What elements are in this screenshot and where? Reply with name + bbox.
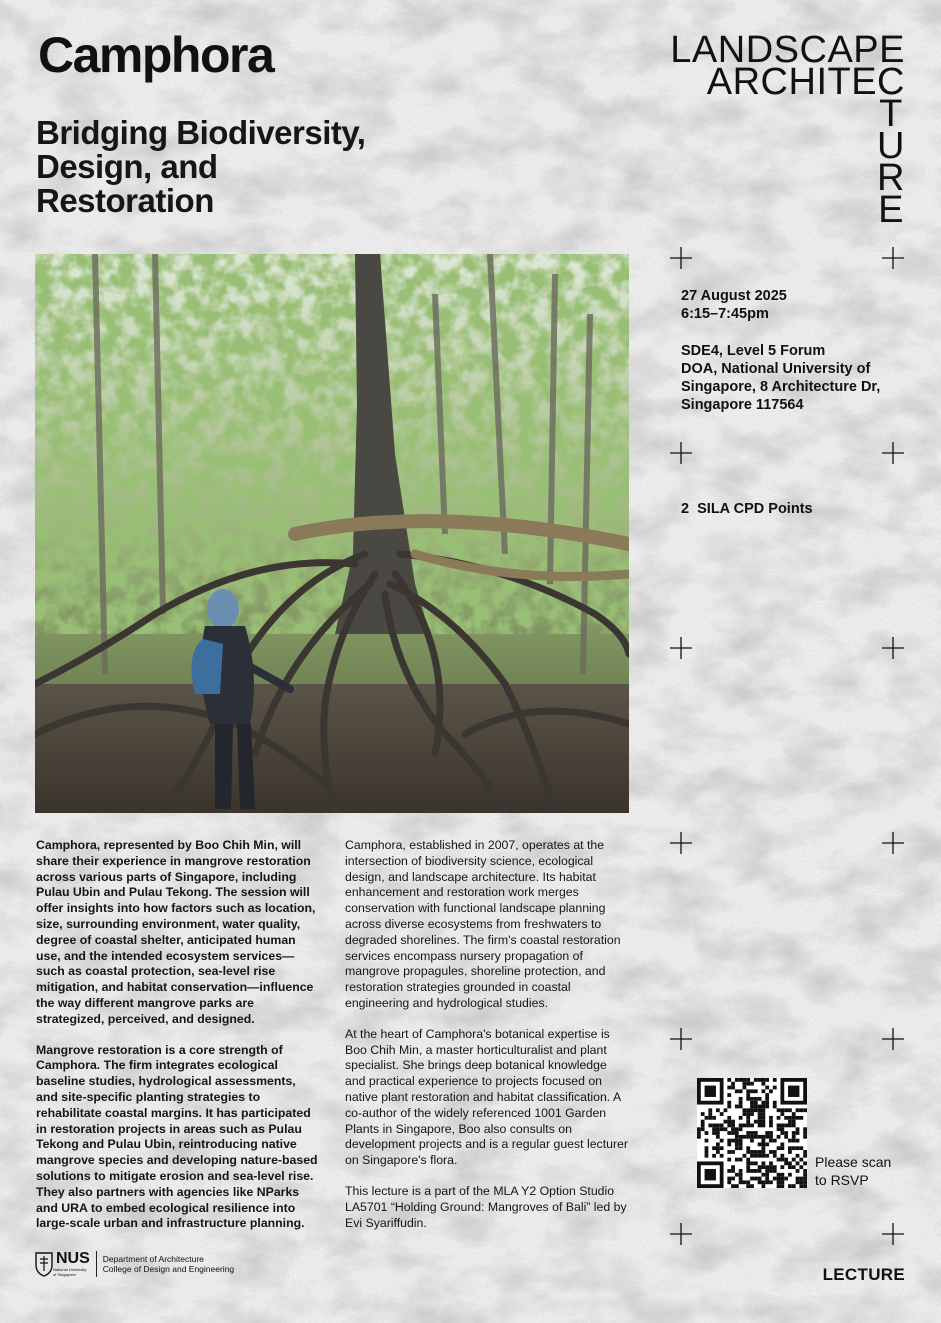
crosshair-icon xyxy=(882,637,904,659)
wordmark-line: ARCHITEC xyxy=(706,61,905,103)
paragraph: Camphora, established in 2007, operates at the intersection of biodiversity science, ecological design, and landscape architecture. Its habitat enhancement and restoration work merges conservation with functional landscape planning across diverse ecosystems from freshwaters to degraded shorelines. The firm's coastal restoration services encompass nursery propagation of mangrove propagules, shoreline protection, and restoration strategies grounded in coastal engineering and hydrological studies. xyxy=(345,838,621,1010)
rsvp-caption-line: to RSVP xyxy=(815,1172,869,1188)
venue-line: Singapore 117564 xyxy=(681,397,804,413)
crosshair-icon xyxy=(670,1223,692,1245)
subtitle-line: Design, and xyxy=(36,147,218,185)
rsvp-qr-code[interactable] xyxy=(697,1078,807,1188)
wordmark-letter: E xyxy=(878,189,904,231)
logo-divider xyxy=(96,1251,97,1277)
wordmark-vertical xyxy=(670,93,905,231)
dept-line: Department of Architecture xyxy=(102,1253,204,1264)
event-time: 6:15–7:45pm xyxy=(681,306,769,322)
event-datetime xyxy=(681,287,787,323)
nus-logo xyxy=(35,1251,234,1277)
crosshair-icon xyxy=(882,1028,904,1050)
dept-line: College of Design and Engineering xyxy=(102,1264,235,1274)
wordmark-letter: R xyxy=(877,157,905,199)
paragraph: At the heart of Camphora's botanical expertise is Boo Chih Min, a master horticulturalist and plant specialist. She brings deep botanical knowledge and practical experience to projects focused on native plant restoration and habitat classification. A co-author of the widely referenced 1001 Garden Plants in Singapore, Boo also consults on development projects and is a regular guest lecturer on Singapore's flora. xyxy=(345,1026,628,1168)
nus-wordmark: NUS xyxy=(56,1250,90,1267)
venue-line: DOA, National University of xyxy=(681,361,871,377)
wordmark-line: LANDSCAPE xyxy=(670,29,905,71)
nus-small-line: of Singapore xyxy=(53,1272,76,1277)
venue-line: Singapore, 8 Architecture Dr, xyxy=(681,379,881,395)
paragraph: Camphora, represented by Boo Chih Min, will share their experience in mangrove restoration across various parts of Singapore, including Pulau Ubin and Pulau Tekong. The session will offer insights into how factors such as location, size, surrounding environment, water quality, degree of coastal shelter, anticipated human use, and the intended ecosystem services—such as coastal protection, sea-level rise mitigation, and habitat conservation—influence the way different mangrove parks are strategized, perceived, and designed. xyxy=(36,838,316,1026)
rsvp-caption xyxy=(815,1153,891,1189)
paragraph: Mangrove restoration is a core strength of Camphora. The firm integrates ecological baseline studies, hydrological assessments, and site-specific planting strategies to rehabilitate coastal margins. It has participated in restoration projects in areas such as Pulau Tekong and Pulau Ubin, reintroducing native mangrove species and developing nature-based solutions to mitigate erosion and sea-level rise. They also partners with agencies like NParks and URA to embed ecological resilience into large-scale urban and infrastructure planning. xyxy=(36,1042,318,1231)
subtitle-line: Bridging Biodiversity, xyxy=(36,114,366,151)
nus-crest-icon xyxy=(35,1251,53,1277)
wordmark-letter: T xyxy=(879,93,903,135)
event-date: 27 August 2025 xyxy=(681,288,787,304)
crosshair-icon xyxy=(670,1028,692,1050)
landscape-architecture-wordmark xyxy=(670,29,905,231)
cpd-points: 2 SILA CPD Points xyxy=(681,501,813,517)
page-title: Camphora xyxy=(38,27,274,83)
lecture-label: LECTURE xyxy=(822,1265,905,1284)
crosshair-icon xyxy=(670,832,692,854)
mangrove-illustration xyxy=(35,254,629,813)
crosshair-icon xyxy=(670,637,692,659)
crosshair-icon xyxy=(882,442,904,464)
crosshair-icon xyxy=(882,1223,904,1245)
subtitle xyxy=(36,116,456,218)
rsvp-caption-line: Please scan xyxy=(815,1154,892,1170)
body-column-right xyxy=(345,838,629,1246)
crosshair-icon xyxy=(670,247,692,269)
mangrove-photo xyxy=(35,254,629,813)
department-name xyxy=(103,1254,234,1275)
venue-line: SDE4, Level 5 Forum xyxy=(681,343,826,359)
nus-small-line: National University xyxy=(53,1267,87,1272)
subtitle-line: Restoration xyxy=(36,181,214,219)
qr-code-icon xyxy=(697,1078,807,1188)
crosshair-icon xyxy=(882,832,904,854)
crosshair-icon xyxy=(670,442,692,464)
wordmark-letter: U xyxy=(877,125,905,167)
body-column-left xyxy=(36,838,320,1247)
event-venue xyxy=(681,342,880,414)
paragraph: This lecture is a part of the MLA Y2 Option Studio LA5701 “Holding Ground: Mangroves of Bali” led by Evi Syariffudin. xyxy=(345,1183,627,1230)
crosshair-icon xyxy=(882,247,904,269)
